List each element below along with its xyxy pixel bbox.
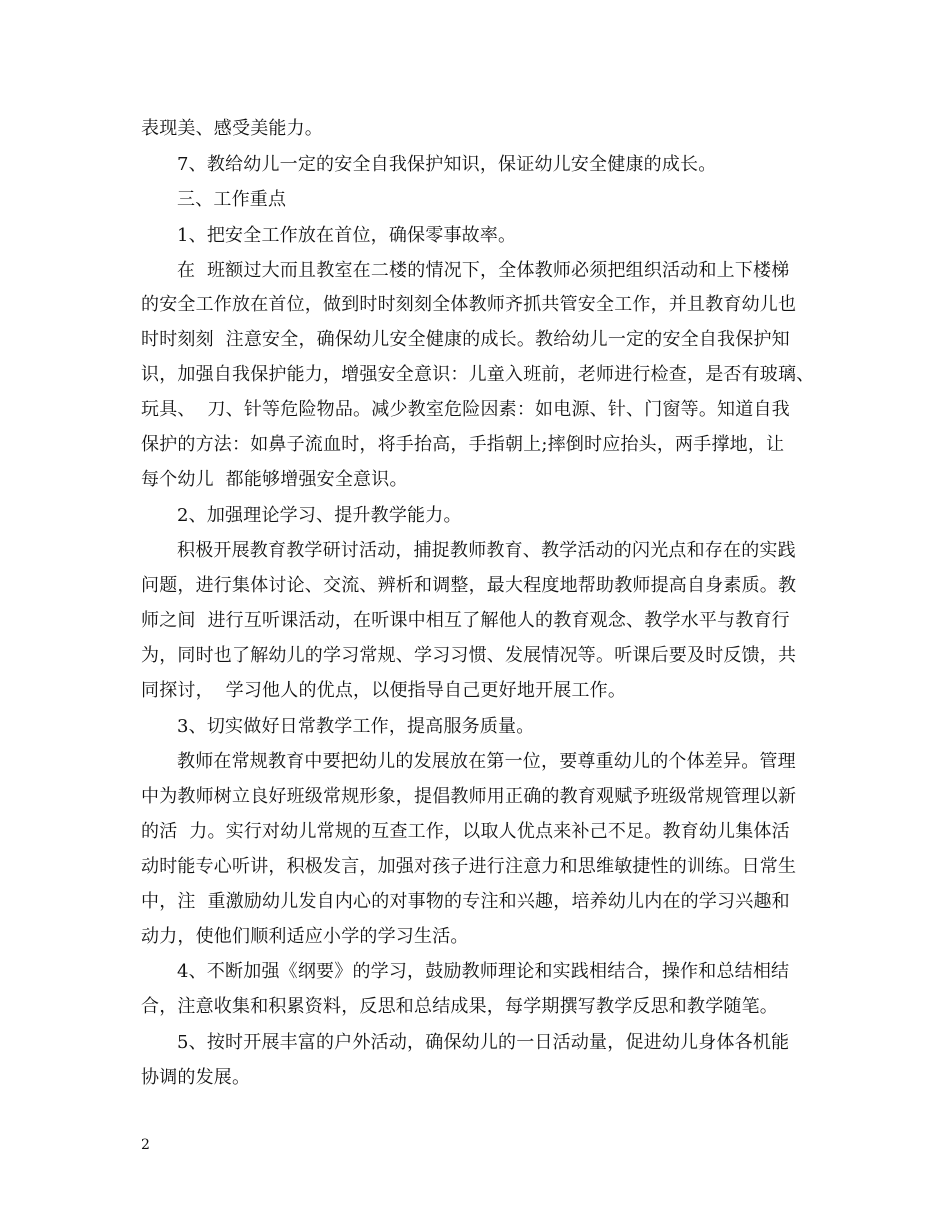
text-line: 中，注 重激励幼儿发自内心的对事物的专注和兴趣，培养幼儿内在的学习兴趣和	[141, 891, 790, 912]
subsection-heading: 5、按时开展丰富的户外活动，确保幼儿的一日活动量，促进幼儿身体各机能	[177, 1032, 790, 1053]
subsection-heading: 3、切实做好日常教学工作，提高服务质量。	[177, 716, 535, 737]
text-line: 动时能专心听讲，积极发言，加强对孩子进行注意力和思维敏捷性的训练。日常生	[141, 856, 797, 877]
text-line: 协调的发展。	[141, 1067, 251, 1088]
text-line: 表现美、感受美能力。	[141, 118, 323, 139]
text-line: 7、教给幼儿一定的安全自我保护知识，保证幼儿安全健康的成长。	[177, 154, 717, 175]
text-line: 为，同时也了解幼儿的学习常规、学习习惯、发展情况等。听课后要及时反馈，共	[141, 645, 797, 666]
section-heading: 三、工作重点	[177, 189, 287, 210]
text-line: 保护的方法：如鼻子流血时，将手抬高，手指朝上;摔倒时应抬头，两手撑地，让	[141, 434, 785, 455]
text-line: 问题，进行集体讨论、交流、辨析和调整，最大程度地帮助教师提高自身素质。教	[141, 575, 797, 596]
subsection-heading: 4、不断加强《纲要》的学习，鼓励教师理论和实践相结合，操作和总结相结	[177, 961, 790, 982]
text-line: 动力，使他们顺利适应小学的学习生活。	[141, 926, 469, 947]
text-line: 的活 力。实行对幼儿常规的互查工作，以取人优点来补己不足。教育幼儿集体活	[141, 821, 790, 842]
text-line: 同探讨， 学习他人的优点，以便指导自己更好地开展工作。	[141, 680, 627, 701]
text-line: 每个幼儿 都能够增强安全意识。	[141, 469, 408, 490]
text-line: 识，加强自我保护能力，增强安全意识：儿童入班前，老师进行检查，是否有玻璃、	[141, 364, 815, 385]
page-number: 2	[141, 1137, 150, 1153]
text-line: 师之间 进行互听课活动，在听课中相互了解他人的教育观念、教学水平与教育行	[141, 610, 790, 631]
subsection-heading: 1、把安全工作放在首位，确保零事故率。	[177, 225, 517, 246]
text-line: 合，注意收集和积累资料，反思和总结成果，每学期撰写教学反思和教学随笔。	[141, 996, 778, 1017]
text-line: 积极开展教育教学研讨活动，捕捉教师教育、教学活动的闪光点和存在的实践	[177, 540, 796, 561]
text-line: 玩具、 刀、针等危险物品。减少教室危险因素：如电源、针、门窗等。知道自我	[141, 399, 790, 420]
text-line: 中为教师树立良好班级常规形象，提倡教师用正确的教育观赋予班级常规管理以新	[141, 786, 797, 807]
text-line: 在 班额过大而且教室在二楼的情况下，全体教师必须把组织活动和上下楼梯	[177, 260, 790, 281]
text-line: 时时刻刻 注意安全，确保幼儿安全健康的成长。教给幼儿一定的安全自我保护知	[141, 329, 790, 350]
subsection-heading: 2、加强理论学习、提升教学能力。	[177, 505, 462, 526]
text-line: 的安全工作放在首位，做到时时刻刻全体教师齐抓共管安全工作，并且教育幼儿也	[141, 294, 797, 315]
text-line: 教师在常规教育中要把幼儿的发展放在第一位，要尊重幼儿的个体差异。管理	[177, 751, 796, 772]
